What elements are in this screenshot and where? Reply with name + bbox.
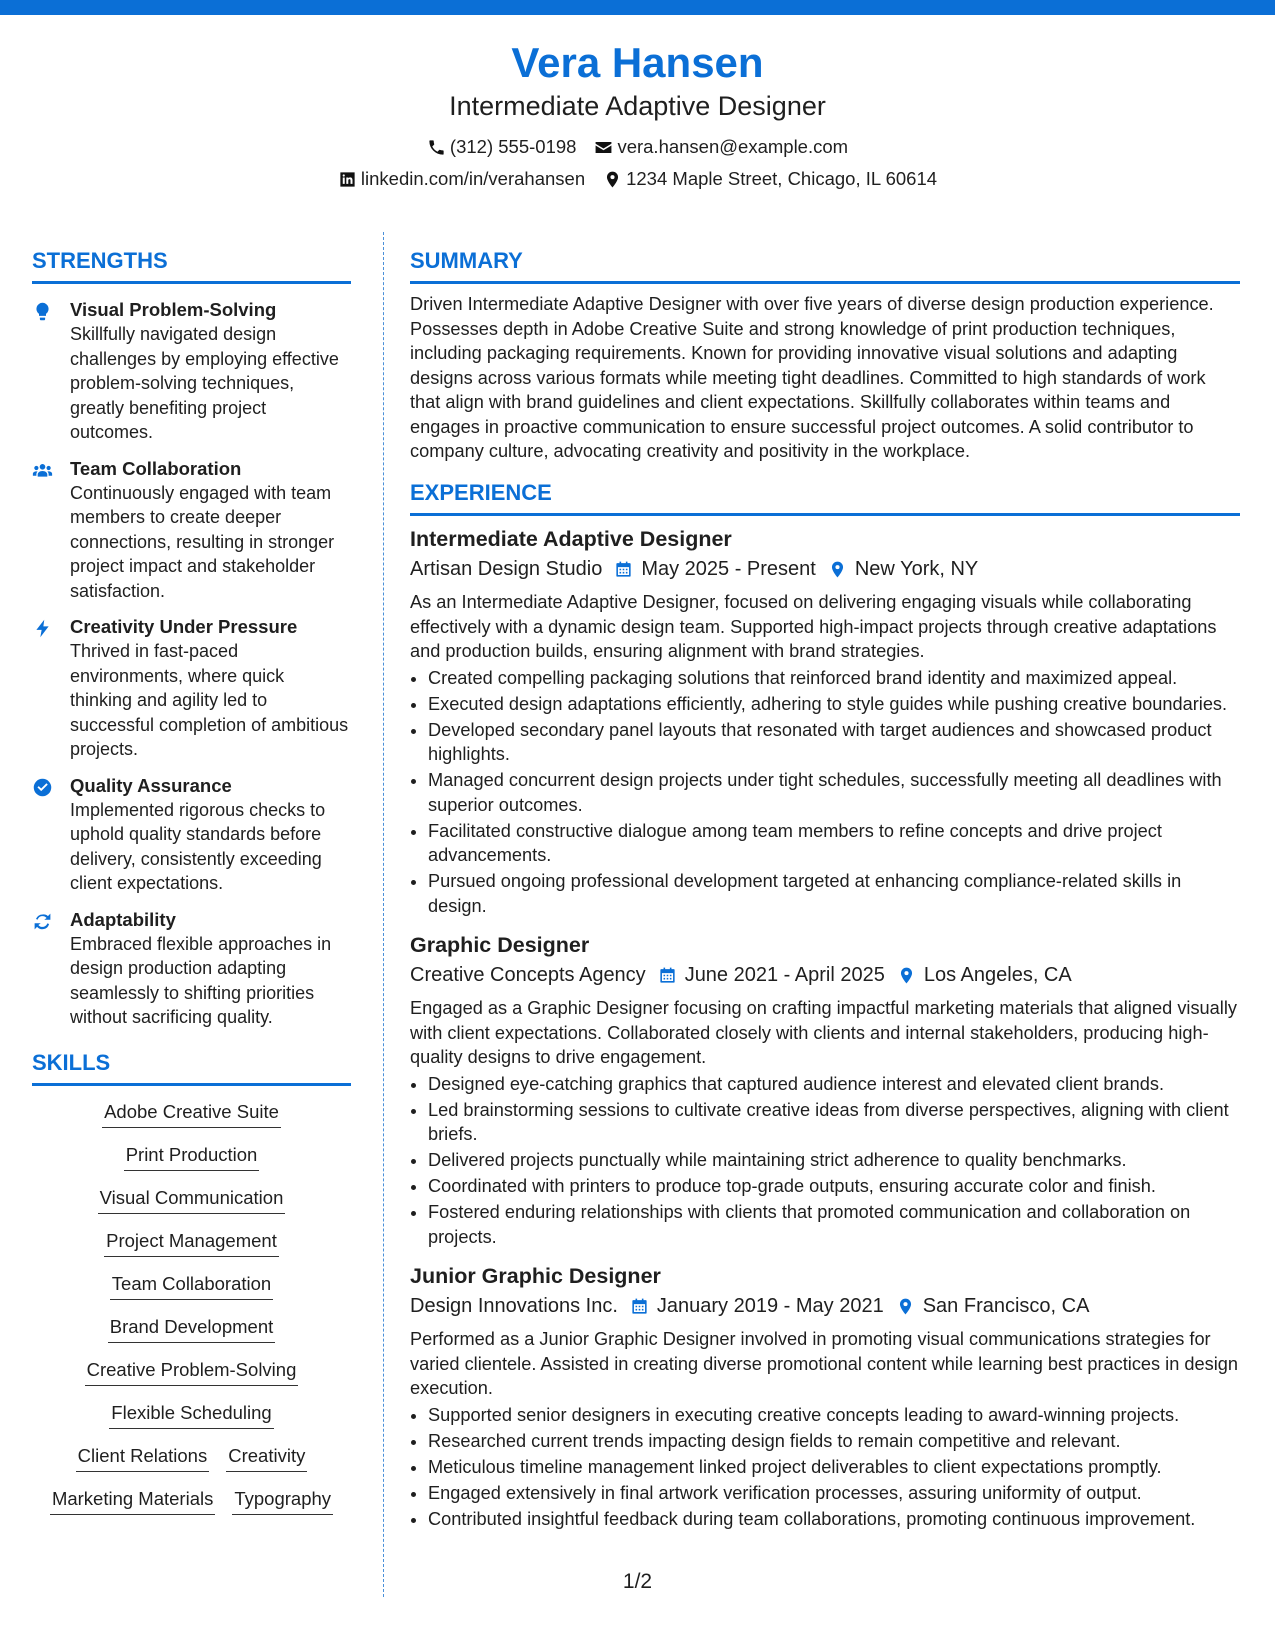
job-bullet: • Coordinated with printers to produce top-grade outputs, ensuring accurate color and finish. [428,1174,1240,1199]
skill-tag: Typography [232,1487,333,1515]
job-dates [630,1293,884,1319]
left-column [32,248,351,1515]
skills-heading: SKILLS [32,1050,351,1086]
strength-item [32,774,351,896]
skill-row [104,1229,279,1257]
job-location [828,556,978,582]
strength-body [70,298,351,445]
job-description: Performed as a Junior Graphic Designer involved in promoting visual communications strategies for varied clientele. Assisted in creating diverse promotional content while learning best practices in design execution. [410,1329,1238,1399]
job-meta [410,1293,1240,1319]
skill-tag: Visual Communication [98,1186,286,1214]
linkedin-text: linkedin.com/in/verahansen [360,168,586,190]
job-bullet: • Managed concurrent design projects under tight schedules, successfully meeting all deadlines with superior outcomes. [428,768,1240,817]
skill-row [50,1487,333,1515]
skill-tag: Marketing Materials [50,1487,215,1515]
job-title: Intermediate Adaptive Designer [410,527,732,552]
strength-desc: Implemented rigorous checks to uphold quality standards before delivery, consistently exceeding client expectations. [70,799,326,894]
strengths-list [32,298,351,1030]
job-entry [410,526,1240,918]
strengths-heading: STRENGTHS [32,248,351,284]
job-dates [658,962,885,988]
lightbulb-icon [32,301,53,322]
strength-body [70,615,351,762]
job-bullet: • Researched current trends impacting design fields to remain competitive and relevant. [428,1429,1240,1454]
experience-heading: EXPERIENCE [410,480,1240,516]
strength-item [32,908,351,1030]
address-text: 1234 Maple Street, Chicago, IL 60614 [626,168,938,190]
job-entry [410,932,1240,1249]
job-company: Artisan Design Studio [410,558,603,581]
skill-tag: Team Collaboration [110,1272,273,1300]
right-column [410,248,1240,1533]
strength-desc: Embraced flexible approaches in design production adapting seamlessly to shifting priorities without sacrificing quality. [70,933,332,1028]
skill-row [85,1358,299,1386]
candidate-title: Intermediate Adaptive Designer [449,91,826,122]
summary-heading: SUMMARY [410,248,1240,284]
job-description: Engaged as a Graphic Designer focusing on crafting impactful marketing materials that aligned visually with client expectations. Collaborated closely with clients and internal stakeholders, producing high-quality designs to drive engagement. [410,998,1237,1068]
phone-icon [427,138,446,157]
page-number: 1/2 [622,1570,653,1593]
job-meta [410,556,1240,582]
job-bullet: • Fostered enduring relationships with clients that promoted communication and collaboration on projects. [428,1200,1240,1249]
skill-tag: Creativity [226,1444,307,1472]
strength-title: Team Collaboration [70,457,242,479]
strength-desc: Skillfully navigated design challenges by employing effective problem-solving techniques, greatly benefiting project outcomes. [70,324,339,443]
job-dates-text: January 2019 - May 2021 [656,1295,884,1318]
strength-body [70,908,351,1030]
summary-text: Driven Intermediate Adaptive Designer with over five years of diverse design production experience. Possesses depth in Adobe Creative Suite and strong knowledge of print production techniques, including packaging requirements. Known for providing innovative visual solutions and adapting designs across various formats while meeting tight deadlines. Committed to high standards of work that align with brand guidelines and client expectations. Skillfully collaborates within teams and engages in proactive communication to ensure successful project outcomes. A solid contributor to company culture, advocating creativity and positivity in the workplace. [410,294,1214,462]
skill-tag: Client Relations [76,1444,210,1472]
column-divider [383,232,384,1597]
strength-title: Quality Assurance [70,774,232,796]
job-bullet: • Pursued ongoing professional development targeted at enhancing compliance-related skills in design. [428,869,1240,918]
linkedin-contact [338,168,585,190]
strength-icon-wrap [32,908,70,1030]
job-title: Graphic Designer [410,933,590,958]
strength-icon-wrap [32,298,70,445]
strength-title: Visual Problem-Solving [70,299,277,321]
job-location-text: New York, NY [854,558,979,581]
skill-tag: Project Management [104,1229,279,1257]
experience-list [410,526,1240,1531]
job-dates [614,556,816,582]
sync-icon [32,911,53,932]
map-pin-icon [828,560,847,579]
calendar-icon [630,1297,649,1316]
job-bullet: • Executed design adaptations efficiently, adhering to style guides while pushing creative boundaries. [428,692,1240,717]
job-bullet: • Supported senior designers in executing creative concepts leading to award-winning projects. [428,1403,1240,1428]
linkedin-icon [338,170,357,189]
skill-tag: Flexible Scheduling [109,1401,273,1429]
skill-row [98,1186,286,1214]
strength-title: Adaptability [70,908,176,930]
strength-item [32,298,351,445]
job-entry [410,1263,1240,1531]
contact-row-1 [0,136,1275,158]
job-bullets [410,666,1240,919]
contact-row-2 [0,168,1275,190]
strength-body [70,774,351,896]
check-circle-icon [32,777,53,798]
resume-header [0,38,1275,191]
job-location [897,962,1072,988]
job-location-text: San Francisco, CA [922,1295,1090,1318]
job-bullet: • Meticulous timeline management linked project deliverables to client expectations promptly. [428,1455,1240,1480]
job-bullet: • Engaged extensively in final artwork verification processes, assuring uniformity of output. [428,1481,1240,1506]
job-company: Design Innovations Inc. [410,1295,618,1318]
job-bullet: • Facilitated constructive dialogue among team members to refine concepts and drive project advancements. [428,819,1240,868]
job-meta [410,962,1240,988]
skill-row [109,1401,273,1429]
job-title: Junior Graphic Designer [410,1264,661,1289]
job-bullets [410,1072,1240,1250]
job-bullet: • Contributed insightful feedback during team collaborations, promoting continuous improvement. [428,1507,1240,1532]
users-icon [32,460,53,481]
strength-icon-wrap [32,774,70,896]
skill-tag: Adobe Creative Suite [102,1100,281,1128]
skill-tag: Print Production [124,1143,260,1171]
skill-tag: Brand Development [108,1315,276,1343]
email-text: vera.hansen@example.com [617,136,849,158]
strength-item [32,615,351,762]
job-location-text: Los Angeles, CA [923,964,1072,987]
phone-text: (312) 555-0198 [449,136,577,158]
job-company: Creative Concepts Agency [410,964,646,987]
candidate-name: Vera Hansen [511,39,764,86]
top-accent-bar [0,0,1275,15]
job-bullet: • Developed secondary panel layouts that resonated with target audiences and showcased product highlights. [428,718,1240,767]
job-bullets [410,1403,1240,1532]
strength-desc: Continuously engaged with team members to create deeper connections, resulting in stronger project impact and stakeholder satisfaction. [70,482,335,601]
job-bullet: • Led brainstorming sessions to cultivate creative ideas from diverse perspectives, aligning with client briefs. [428,1098,1240,1147]
skill-tag: Creative Problem-Solving [85,1358,299,1386]
skill-row [102,1100,281,1128]
strength-icon-wrap [32,457,70,604]
address-contact [603,168,937,190]
job-description: As an Intermediate Adaptive Designer, focused on delivering engaging visuals while collaborating effectively with a dynamic design team. Supported high-impact projects through creative adaptations and production builds, ensuring alignment with brand strategies. [410,592,1217,662]
skill-row [76,1444,308,1472]
envelope-icon [594,138,613,157]
job-bullet: • Created compelling packaging solutions that reinforced brand identity and maximized appeal. [428,666,1240,691]
map-pin-icon [603,170,622,189]
skills-list [32,1096,351,1515]
map-pin-icon [896,1297,915,1316]
job-bullet: • Delivered projects punctually while maintaining strict adherence to quality benchmarks. [428,1148,1240,1173]
skill-row [124,1143,260,1171]
job-location [896,1293,1090,1319]
strength-title: Creativity Under Pressure [70,616,298,638]
skill-row [108,1315,276,1343]
strength-desc: Thrived in fast-paced environments, where quick thinking and agility led to successful completion of ambitious projects. [70,641,349,760]
strength-item [32,457,351,604]
skill-row [110,1272,273,1300]
email-contact [594,136,848,158]
calendar-icon [614,560,633,579]
job-bullet: • Designed eye-catching graphics that captured audience interest and elevated client brands. [428,1072,1240,1097]
map-pin-icon [897,966,916,985]
strength-body [70,457,351,604]
job-dates-text: June 2021 - April 2025 [684,964,885,987]
strength-icon-wrap [32,615,70,762]
calendar-icon [658,966,677,985]
phone-contact [427,136,577,158]
bolt-icon [32,618,53,639]
job-dates-text: May 2025 - Present [641,558,816,581]
